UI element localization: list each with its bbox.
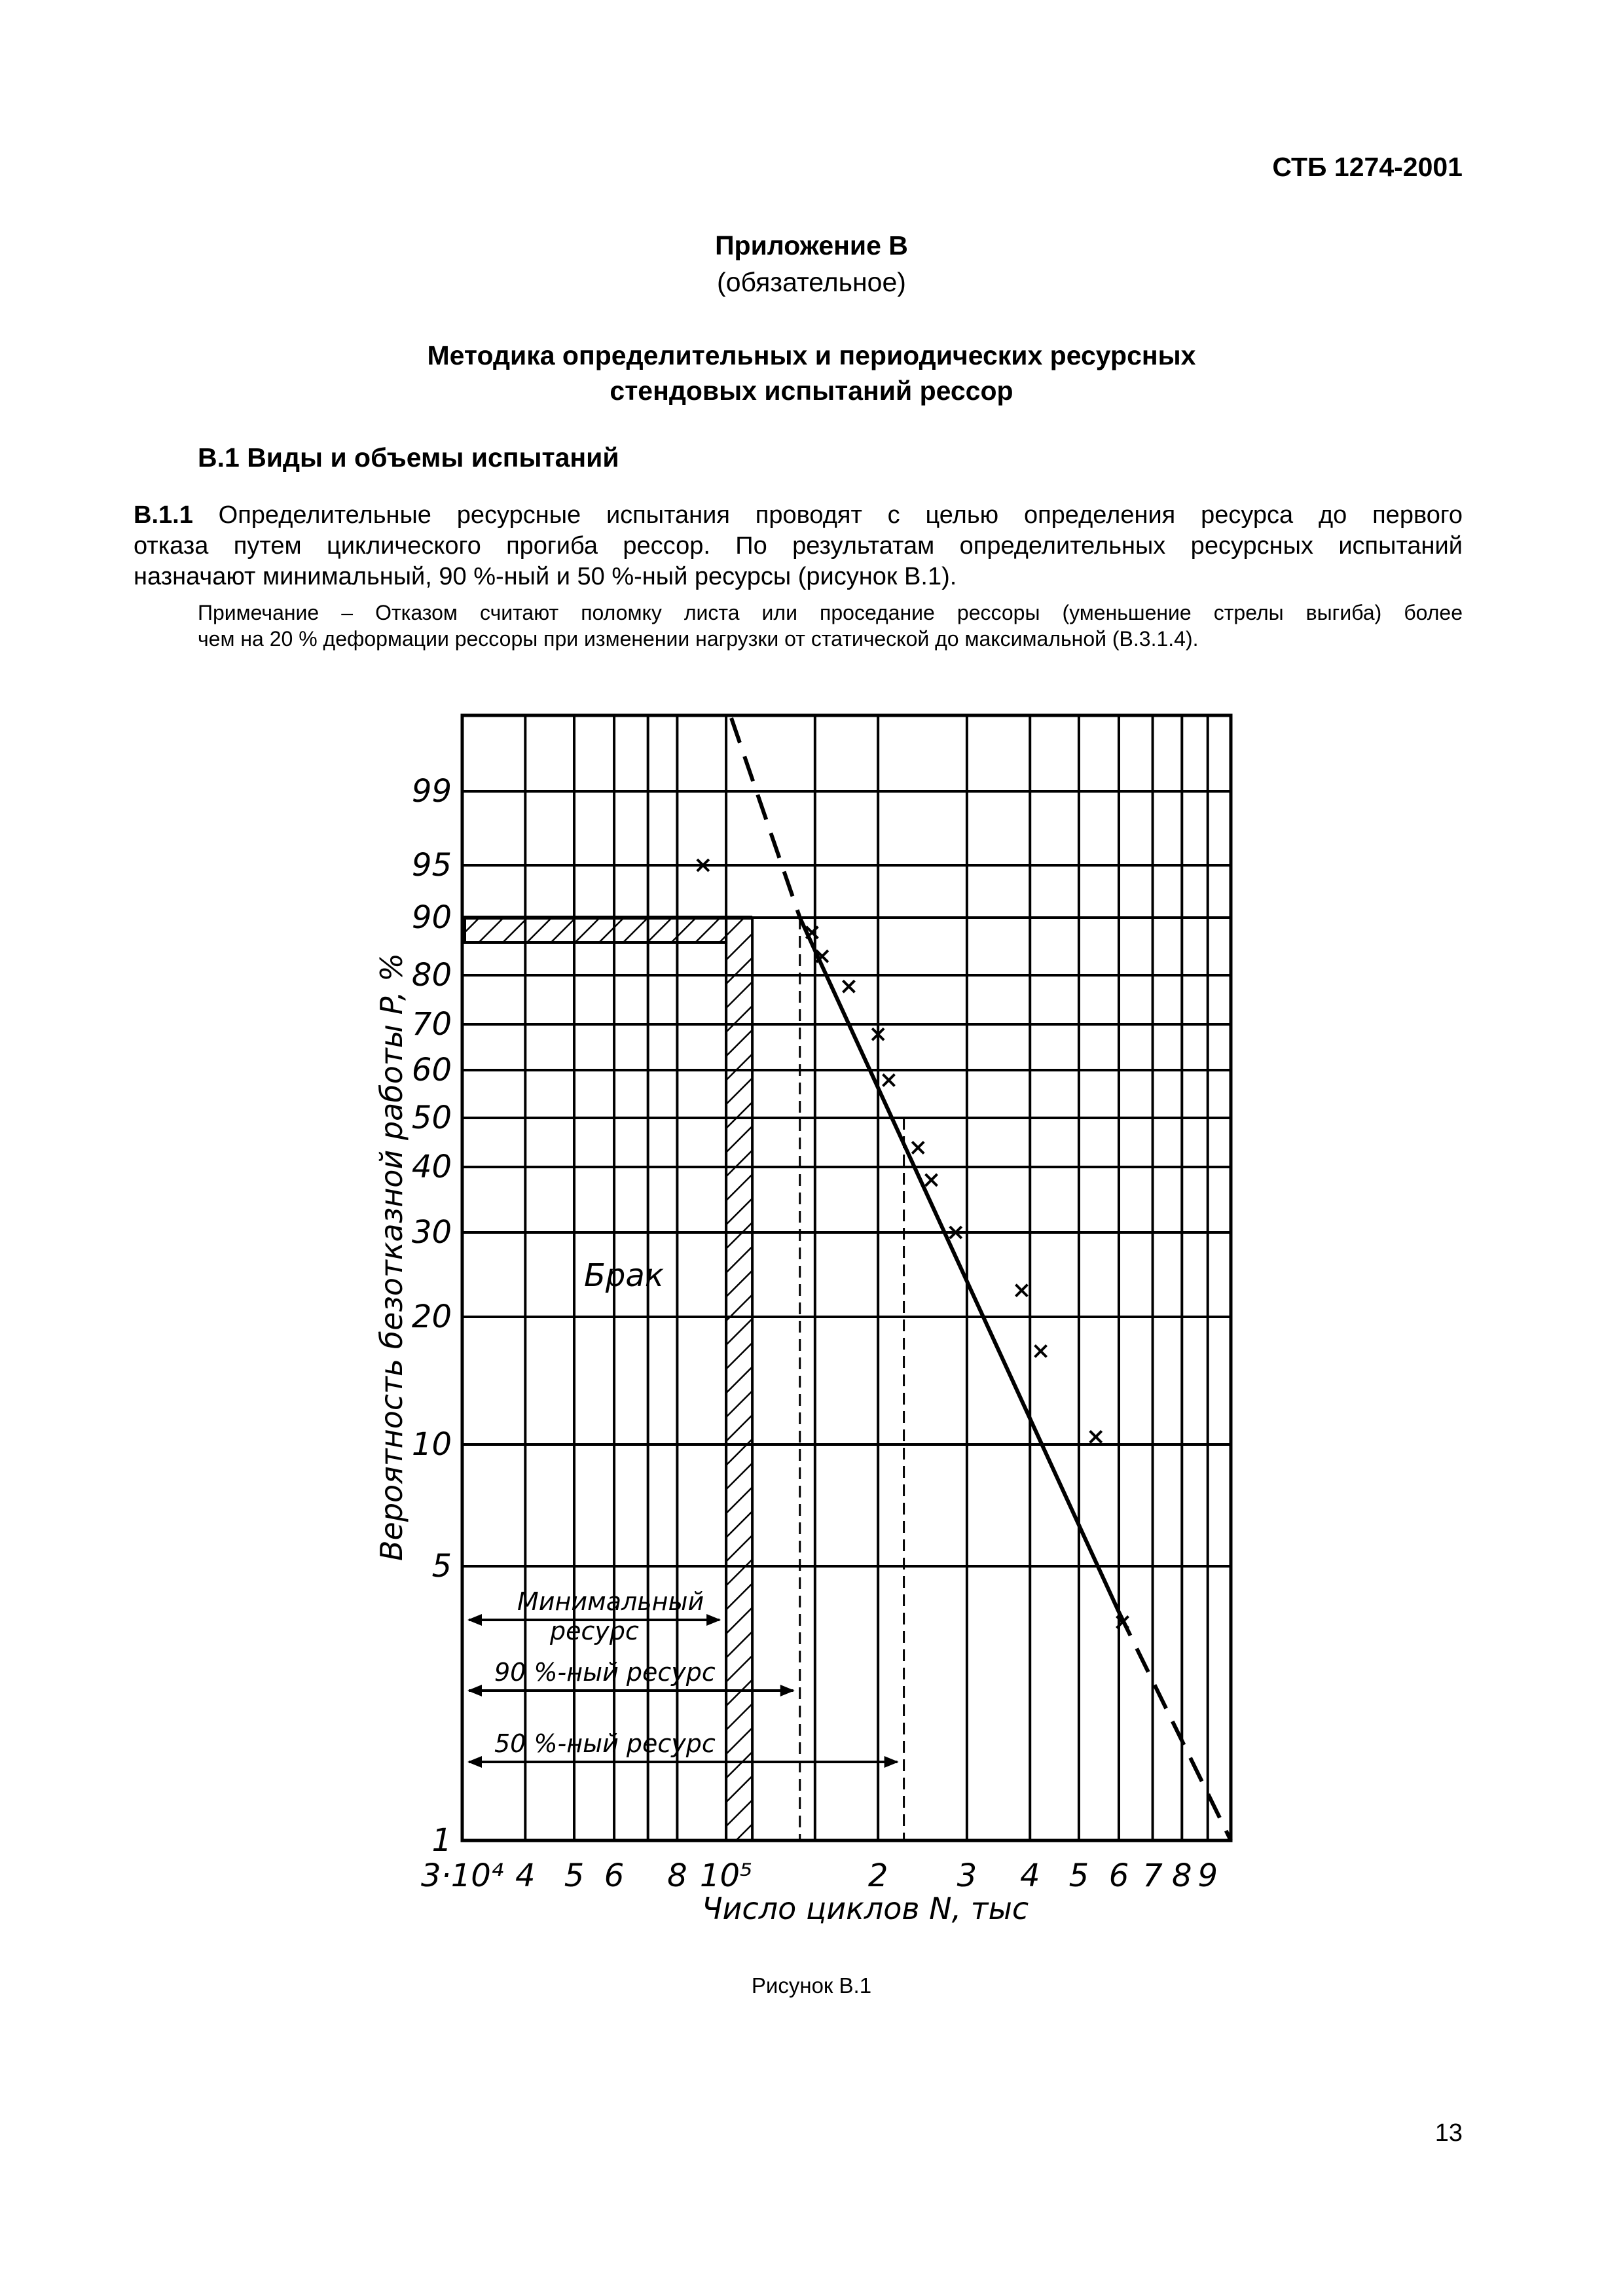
x-tick-label: 5 [564,1857,585,1894]
appendix-status: (обязательное) [717,267,906,297]
x-tick-label: 3 [957,1857,977,1894]
data-point [883,1074,894,1086]
y-tick-label: 10 [411,1426,452,1463]
paragraph-line-2: отказа путем циклического прогиба рессор. По результатам определительных ресурсных испытаний [134,532,1463,560]
data-point [843,980,854,992]
min-resource-label-line-2: ресурс [550,1617,639,1645]
y-tick-label: 90 [411,899,452,936]
x-tick-label: 2 [867,1857,888,1894]
res50-arrow-head-left [467,1756,482,1768]
y-tick-label: 99 [411,773,452,810]
x-tick-label: 8 [667,1857,687,1894]
methodology-line-1: Методика определительных и периодических ресурсных [427,340,1196,370]
res50-label: 50 %-ный ресурс [494,1729,716,1758]
y-tick-label: 20 [411,1299,452,1335]
y-axis-label: Вероятность безотказной работы P, % [374,953,409,1561]
x-tick-label: 4 [515,1857,536,1894]
paragraph-number: В.1.1 [134,501,193,529]
res90-arrow-head-right [780,1685,795,1696]
data-point [925,1174,937,1186]
reject-hatch-horizontal [465,918,726,942]
figure-caption: Рисунок В.1 [751,1973,872,1998]
x-tick-label: 6 [1108,1857,1129,1894]
x-tick-label: 9 [1197,1857,1218,1894]
resource-annotations [467,918,904,1840]
min-resource-arrow-head-left [467,1614,482,1626]
fit-line-dashed-lower [1119,1612,1231,1840]
y-tick-label: 1 [431,1822,452,1859]
y-tick-label: 30 [411,1214,452,1251]
res90-arrow-head-left [467,1685,482,1696]
x-tick-label: 7 [1142,1857,1163,1894]
y-tick-label: 70 [411,1006,452,1043]
appendix-title: Приложение В [715,230,908,260]
res50-arrow-head-right [884,1756,899,1768]
min-resource-label-line-1: Минимальный [517,1587,704,1616]
reject-zone [462,918,752,1840]
y-tick-label: 60 [411,1052,452,1088]
x-tick-label: 8 [1172,1857,1192,1894]
min-resource-arrow-head-right [706,1614,721,1626]
y-tick-label: 5 [431,1548,452,1585]
note-line-2: чем на 20 % деформации рессоры при изменении нагрузки от статической до максимальной (В.3.1.4). [198,627,1199,651]
methodology-line-2: стендовых испытаний рессор [610,376,1013,406]
x-tick-label: 10⁵ [699,1857,753,1894]
fit-line-solid [800,918,1119,1612]
x-tick-label: 3·10⁴ [420,1857,504,1894]
reject-hatch-vertical [726,918,752,1840]
y-tick-label: 80 [411,957,452,994]
y-tick-label: 50 [411,1100,452,1136]
x-tick-label: 5 [1068,1857,1089,1894]
x-axis-label: Число циклов N, тыс [702,1891,1029,1926]
data-point [1035,1345,1047,1357]
y-tick-label: 40 [411,1149,452,1185]
x-tick-label: 4 [1019,1857,1040,1894]
section-title: В.1 Виды и объемы испытаний [198,442,619,473]
page-number: 13 [1434,2119,1463,2147]
fit-line [731,718,1231,1840]
standard-id: СТБ 1274-2001 [1272,152,1463,182]
data-point [912,1141,924,1153]
note-line-1: Примечание – Отказом считают поломку листа или проседание рессоры (уменьшение стрелы выгиба) более [198,601,1463,624]
data-point [1015,1285,1027,1297]
x-tick-label: 6 [604,1857,625,1894]
reject-label: Брак [584,1257,664,1294]
paragraph-line-1-text: Определительные ресурсные испытания проводят с целью определения ресурса до первого [218,501,1463,529]
data-point [1090,1431,1102,1443]
paragraph-line-3: назначают минимальный, 90 %-ный и 50 %-ный ресурсы (рисунок В.1). [134,563,957,590]
fit-line-dashed-upper [731,718,800,918]
y-tick-label: 95 [411,847,452,884]
res90-label: 90 %-ный ресурс [494,1658,716,1687]
